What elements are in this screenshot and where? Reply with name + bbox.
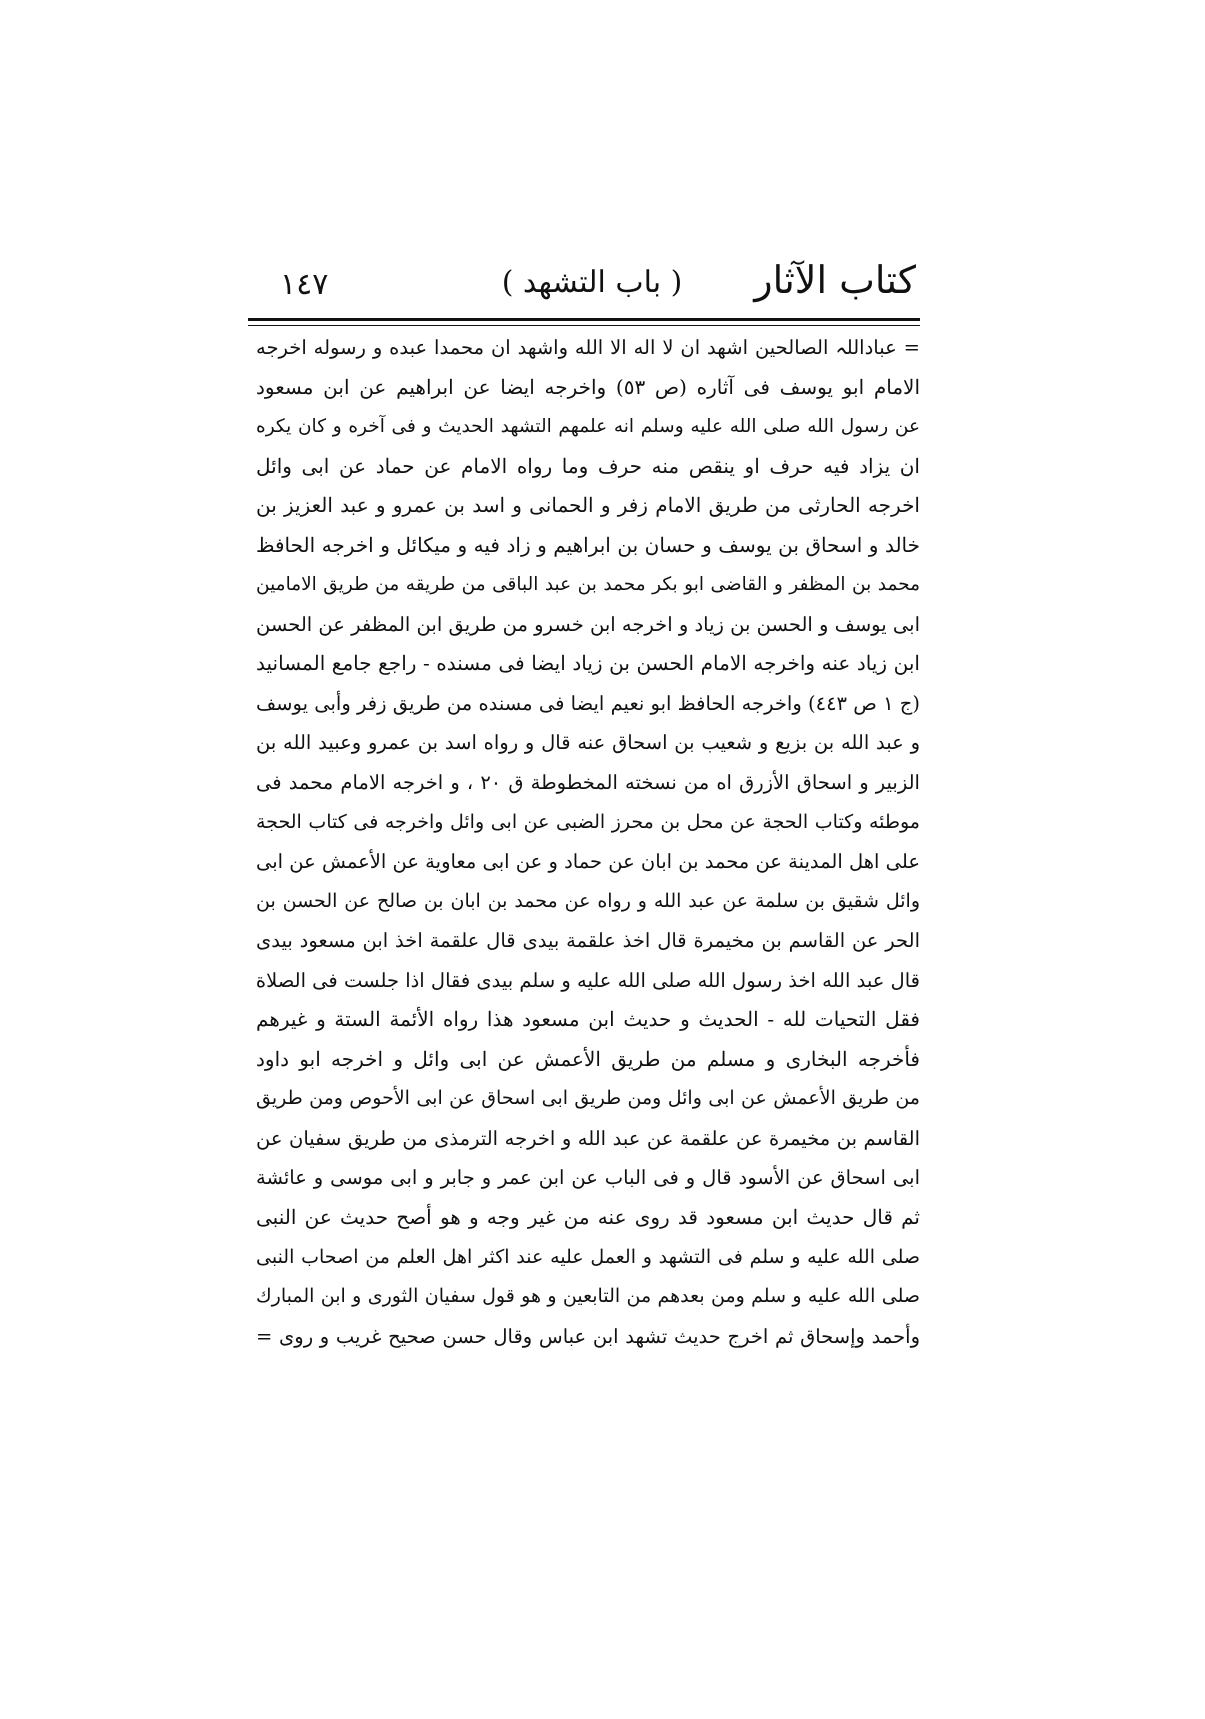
text-line: القاسم بن مخيمرة عن علقمة عن عبد الله و اخرجه الترمذی من طريق سفيان عن	[256, 1126, 920, 1150]
text-line: الزبير و اسحاق الأزرق اه من نسخته المخطوطة ق ٢٠ ، و اخرجه الامام محمد فی	[256, 771, 920, 795]
text-line: من طريق الأعمش عن ابی وائل ومن طريق ابی اسحاق عن ابی الأحوص ومن طريق	[256, 1087, 920, 1110]
page-number: ١٤٧	[280, 267, 329, 302]
text-line: ابن زياد عنه واخرجه الامام الحسن بن زياد ايضا فی مسنده - راجع جامع المسانيد	[256, 651, 920, 676]
text-line: وائل شقيق بن سلمة عن عبد الله و رواه عن محمد بن ابان بن صالح عن الحسن بن	[256, 889, 920, 912]
text-line: الحر عن القاسم بن مخيمرة قال اخذ علقمة بيدی قال علقمة اخذ ابن مسعود بيدی	[256, 929, 920, 953]
text-line: خالد و اسحاق بن يوسف و حسان بن ابراهيم و زاد فيه و ميكائل و اخرجه الحافظ	[256, 532, 920, 557]
text-line: ابی يوسف و الحسن بن زياد و اخرجه ابن خسرو من طريق ابن المظفر عن الحسن	[256, 612, 920, 636]
chapter-title: ( باب التشهد )	[501, 265, 683, 300]
text-line: (ج ١ ص ٤٤٣) واخرجه الحافظ ابو نعيم ايضا فی مسنده من طريق زفر وأبی يوسف	[256, 691, 920, 715]
text-line: فأخرجه البخاری و مسلم من طريق الأعمش عن ابی وائل و اخرجه ابو داود	[256, 1046, 920, 1071]
text-line: الامام ابو يوسف فی آثاره (ص ٥٣) واخرجه ايضا عن ابراهيم عن ابن مسعود	[256, 374, 920, 399]
text-line: ابی اسحاق عن الأسود قال و فی الباب عن ابن عمر و جابر و ابی موسی و عائشة	[256, 1166, 920, 1190]
text-line: ان يزاد فيه حرف او ينقص منه حرف وما رواه الامام عن حماد عن ابی وائل	[256, 453, 920, 478]
book-title: كتاب الآثار	[754, 258, 916, 302]
text-line: علی اهل المدينة عن محمد بن ابان عن حماد و عن ابی معاوية عن الأعمش عن ابی	[256, 850, 920, 874]
text-line: عن رسول الله صلی الله عليه وسلم انه علمهم التشهد الحديث و فی آخره و كان يكره	[256, 416, 920, 438]
text-line: وأحمد وإسحاق ثم اخرج حديث تشهد ابن عباس وقال حسن صحيح غريب و روی =	[256, 1324, 920, 1348]
text-line: فقل التحيات لله - الحديث و حديث ابن مسعود هذا رواه الأئمة الستة و غيرهم	[256, 1007, 920, 1032]
text-line: محمد بن المظفر و القاضی ابو بكر محمد بن عبد الباقی من طريقه من طريق الامامين	[256, 574, 920, 596]
text-line: صلی الله عليه و سلم فی التشهد و العمل عليه عند اكثر اهل العلم من اصحاب النبی	[256, 1245, 920, 1268]
text-line: ثم قال حديث ابن مسعود قد روی عنه من غير وجه و هو أصح حديث عن النبی	[256, 1205, 920, 1230]
footnote-text-block	[256, 328, 920, 1356]
text-line: موطئه وكتاب الحجة عن محل بن محرز الضبی عن ابی وائل واخرجه فی كتاب الحجة	[256, 810, 920, 833]
header-rule-thick	[248, 318, 920, 321]
text-line: صلی الله عليه و سلم ومن بعدهم من التابعين و هو قول سفيان الثوری و ابن المبارك	[256, 1285, 920, 1308]
text-line: = عباداللہ الصالحین اشهد ان لا اله الا الله واشهد ان محمدا عبده و رسوله اخرجه	[256, 336, 920, 359]
text-line: و عبد الله بن بزيع و شعيب بن اسحاق عنه قال و رواه اسد بن عمرو وعبيد الله بن	[256, 731, 920, 755]
text-line: قال عبد الله اخذ رسول الله صلی الله عليه و سلم بيدی فقال اذا جلست فی الصلاة	[256, 968, 920, 992]
page-header	[268, 255, 916, 315]
text-line: اخرجه الحارثی من طريق الامام زفر و الحمانی و اسد بن عمرو و عبد العزيز بن	[256, 493, 920, 518]
header-rule-thin	[248, 325, 920, 326]
